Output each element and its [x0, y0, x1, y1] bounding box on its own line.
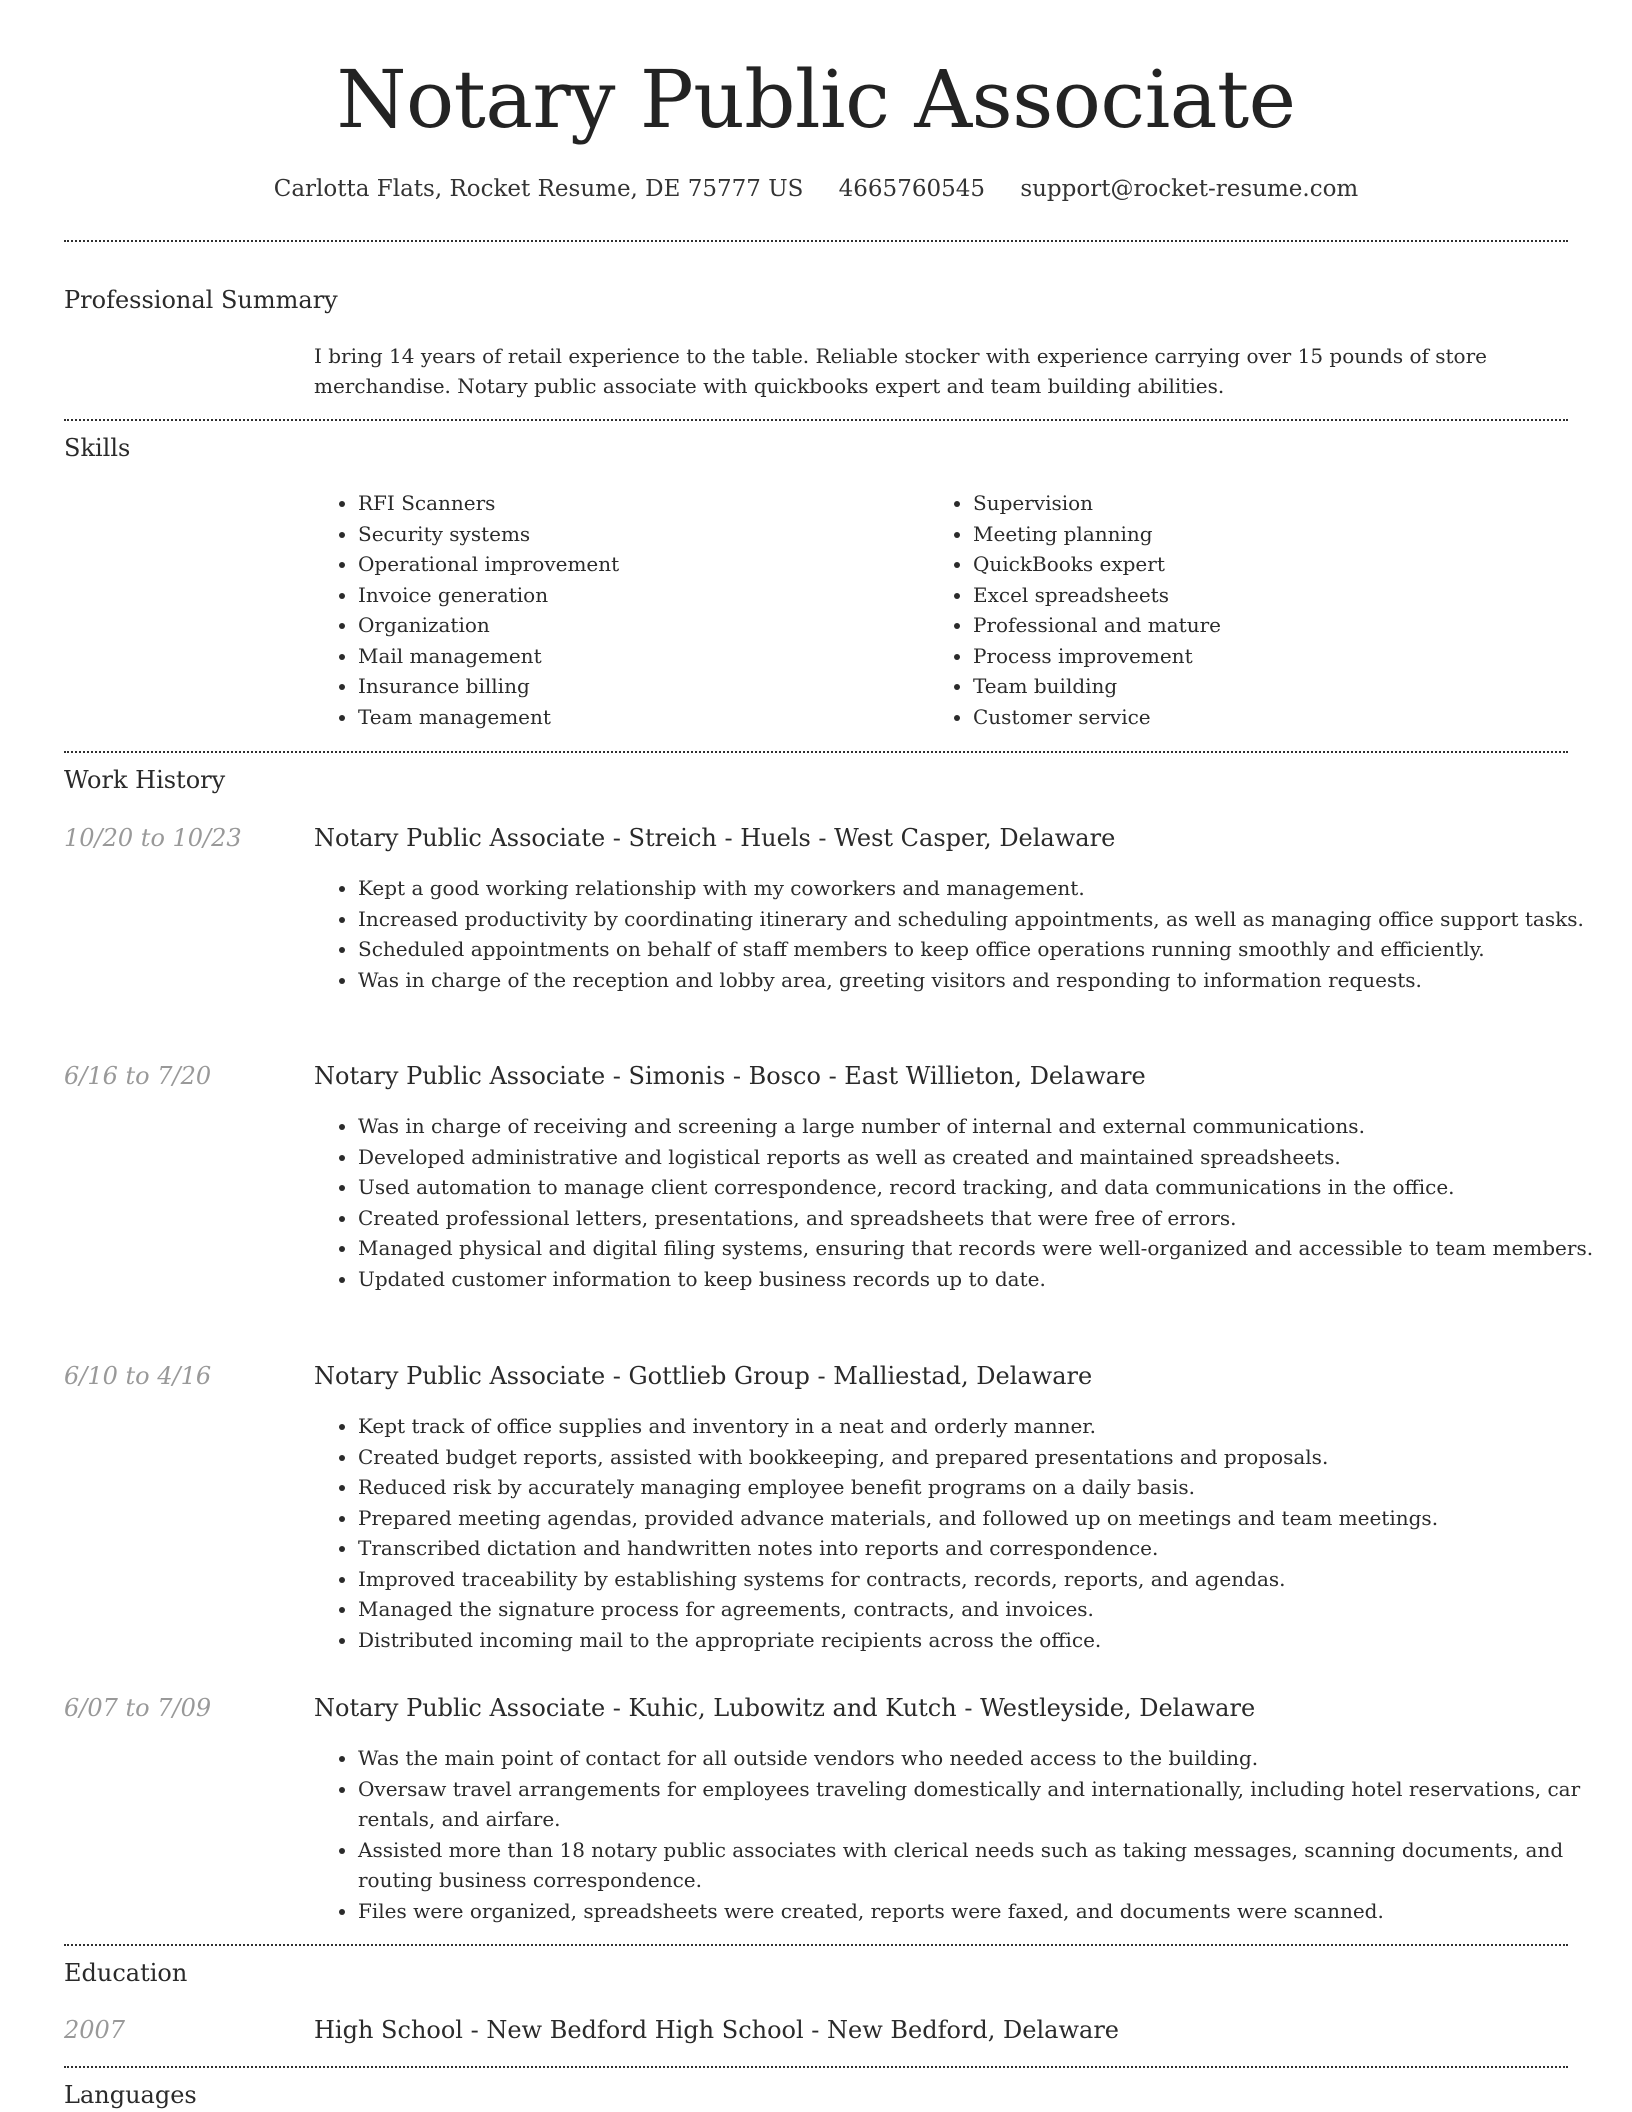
resume-header — [0, 0, 1632, 204]
summary-text: I bring 14 years of retail experience to the table. Reliable stocker with experience carrying over 15 pounds of store merchandise. Notary public associate with quickbooks expert and team building abilities. — [314, 344, 1487, 398]
skills-list-left — [314, 488, 874, 732]
skills-list-right — [929, 488, 1489, 732]
candidate-name: Notary Public Associate — [336, 53, 1296, 146]
list-item: • Was in charge of receiving and screening a large number of internal and external communications. — [358, 1111, 1608, 1142]
list-item: • Scheduled appointments on behalf of staff members to keep office operations running smoothly and efficiently. — [358, 934, 1608, 965]
list-item: • Increased productivity by coordinating itinerary and scheduling appointments, as well as managing office support tasks. — [358, 904, 1608, 935]
education-entry: High School - New Bedford High School - New Bedford, Delaware — [314, 2016, 1120, 2044]
job-bullets — [314, 873, 1608, 995]
skill-item: • Process improvement — [973, 641, 1489, 672]
job-bullets — [314, 1411, 1608, 1655]
skill-item: • Insurance billing — [358, 671, 874, 702]
skills-heading: Skills — [64, 434, 131, 462]
list-item: • Created professional letters, presentations, and spreadsheets that were free of errors. — [358, 1203, 1608, 1234]
divider — [64, 1944, 1568, 1946]
divider — [64, 240, 1568, 242]
list-item: • Reduced risk by accurately managing employee benefit programs on a daily basis. — [358, 1472, 1608, 1503]
list-item: • Updated customer information to keep business records up to date. — [358, 1264, 1608, 1295]
list-item: • Distributed incoming mail to the appropriate recipients across the office. — [358, 1625, 1608, 1656]
list-item: • Created budget reports, assisted with bookkeeping, and prepared presentations and proposals. — [358, 1442, 1608, 1473]
skill-item: • Team building — [973, 671, 1489, 702]
summary-section — [314, 341, 1554, 401]
skill-item: • Operational improvement — [358, 549, 874, 580]
skill-item: • Professional and mature — [973, 610, 1489, 641]
list-item: • Oversaw travel arrangements for employees traveling domestically and internationally, including hotel reservations, car rentals, and airfare. — [358, 1774, 1608, 1835]
education-year: 2007 — [64, 2016, 126, 2044]
email: support@rocket-resume.com — [1020, 176, 1359, 202]
skill-item: • Invoice generation — [358, 580, 874, 611]
list-item: • Kept track of office supplies and inventory in a neat and orderly manner. — [358, 1411, 1608, 1442]
skill-item: • Supervision — [973, 488, 1489, 519]
list-item: • Managed the signature process for agreements, contracts, and invoices. — [358, 1594, 1608, 1625]
phone: 4665760545 — [838, 176, 985, 202]
list-item: • Managed physical and digital filing systems, ensuring that records were well-organized and accessible to team members. — [358, 1233, 1608, 1264]
list-item: • Used automation to manage client correspondence, record tracking, and data communications in the office. — [358, 1172, 1608, 1203]
job-heading: Notary Public Associate - Simonis - Bosco - East Willieton, Delaware — [314, 1062, 1146, 1090]
list-item: • Was in charge of the reception and lobby area, greeting visitors and responding to information requests. — [358, 965, 1608, 996]
list-item: • Assisted more than 18 notary public associates with clerical needs such as taking messages, scanning documents, and routing business correspondence. — [358, 1835, 1608, 1896]
contact-line — [0, 174, 1632, 204]
education-heading: Education — [64, 1959, 188, 1987]
list-item: • Was the main point of contact for all outside vendors who needed access to the building. — [358, 1743, 1608, 1774]
skill-item: • QuickBooks expert — [973, 549, 1489, 580]
skill-item: • Security systems — [358, 519, 874, 550]
summary-heading: Professional Summary — [64, 286, 338, 314]
skill-item: • Customer service — [973, 702, 1489, 733]
job-dates: 6/07 to 7/09 — [64, 1694, 212, 1722]
job-heading: Notary Public Associate - Streich - Huels - West Casper, Delaware — [314, 824, 1116, 852]
job-heading: Notary Public Associate - Kuhic, Lubowitz and Kutch - Westleyside, Delaware — [314, 1694, 1256, 1722]
skill-item: • Team management — [358, 702, 874, 733]
list-item: • Files were organized, spreadsheets were created, reports were faxed, and documents were scanned. — [358, 1896, 1608, 1927]
list-item: • Prepared meeting agendas, provided advance materials, and followed up on meetings and team meetings. — [358, 1503, 1608, 1534]
divider — [64, 751, 1568, 753]
address: Carlotta Flats, Rocket Resume, DE 75777 US — [273, 176, 804, 202]
work-history-heading: Work History — [64, 766, 226, 794]
skill-item: • Excel spreadsheets — [973, 580, 1489, 611]
job-dates: 10/20 to 10/23 — [64, 824, 242, 852]
job-dates: 6/16 to 7/20 — [64, 1062, 212, 1090]
list-item: • Kept a good working relationship with my coworkers and management. — [358, 873, 1608, 904]
skill-item: • RFI Scanners — [358, 488, 874, 519]
job-heading: Notary Public Associate - Gottlieb Group - Malliestad, Delaware — [314, 1362, 1093, 1390]
skill-item: • Mail management — [358, 641, 874, 672]
divider — [64, 419, 1568, 421]
job-bullets — [314, 1743, 1608, 1926]
divider — [64, 2066, 1568, 2068]
list-item: • Transcribed dictation and handwritten notes into reports and correspondence. — [358, 1533, 1608, 1564]
skill-item: • Organization — [358, 610, 874, 641]
list-item: • Developed administrative and logistical reports as well as created and maintained spreadsheets. — [358, 1142, 1608, 1173]
job-dates: 6/10 to 4/16 — [64, 1362, 212, 1390]
job-bullets — [314, 1111, 1608, 1294]
languages-heading: Languages — [64, 2081, 197, 2109]
list-item: • Improved traceability by establishing systems for contracts, records, reports, and agendas. — [358, 1564, 1608, 1595]
skill-item: • Meeting planning — [973, 519, 1489, 550]
